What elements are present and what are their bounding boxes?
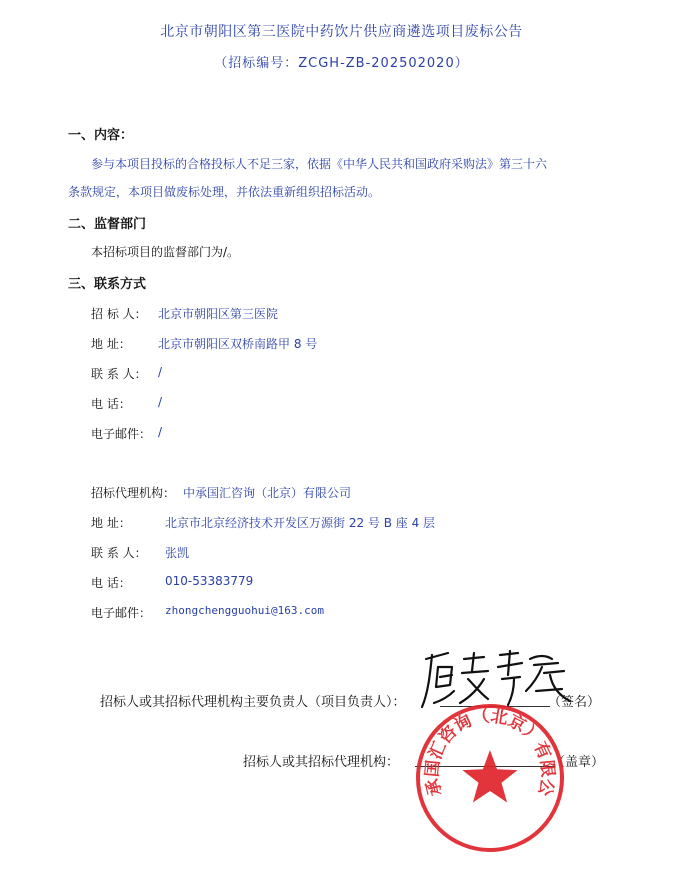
agent-label: 招标代理机构：	[91, 486, 176, 500]
signature-line2-label: 招标人或其招标代理机构：	[243, 755, 400, 770]
agent-address-label: 地 址：	[91, 516, 131, 530]
agent-address-value: 北京市北京经济技术开发区万源街 22 号 B 座 4 层	[165, 516, 436, 530]
section2-text: 本招标项目的监督部门为/。	[91, 245, 240, 259]
agent-phone-value: 010-53383779	[165, 574, 254, 588]
signature-line2-suffix: （盖章）	[552, 755, 605, 770]
section1-para-line2: 条款规定，本项目做废标处理，并依法重新组织招标活动。	[68, 185, 381, 199]
agent-email-label: 电子邮件：	[91, 606, 152, 620]
agent-contact-value: 张凯	[165, 546, 190, 560]
purchaser-address-label: 地 址：	[91, 337, 131, 351]
document-subtitle: （招标编号：ZCGH-ZB-202502020）	[214, 56, 469, 71]
agent-value: 中承国汇咨询（北京）有限公司	[183, 486, 352, 500]
star-icon	[462, 750, 517, 803]
purchaser-address-value: 北京市朝阳区双桥南路甲 8 号	[158, 337, 318, 351]
purchaser-label: 招 标 人：	[91, 307, 147, 321]
purchaser-email-value: /	[158, 425, 163, 439]
section3-heading: 三、联系方式	[68, 277, 147, 292]
seal-text: 中承国汇咨询（北京）有限公司	[405, 687, 558, 798]
purchaser-phone-value: /	[158, 395, 163, 409]
agent-email-value: zhongchengguohui@163.com	[165, 604, 324, 617]
company-seal	[405, 687, 566, 854]
section2-heading: 二、监督部门	[68, 217, 147, 232]
purchaser-email-label: 电子邮件：	[91, 427, 152, 441]
agent-phone-label: 电 话：	[91, 576, 131, 590]
purchaser-contact-label: 联 系 人：	[91, 367, 147, 381]
section1-heading: 一、内容：	[68, 128, 134, 143]
section1-para-line1: 参与本项目投标的合格投标人不足三家，依据《中华人民共和国政府采购法》第三十六	[91, 157, 548, 171]
purchaser-phone-label: 电 话：	[91, 397, 131, 411]
signature-line1-suffix: （签名）	[548, 695, 601, 710]
purchaser-value: 北京市朝阳区第三医院	[158, 307, 279, 321]
document-title: 北京市朝阳区第三医院中药饮片供应商遴选项目废标公告	[160, 24, 523, 40]
agent-contact-label: 联 系 人：	[91, 546, 147, 560]
purchaser-contact-value: /	[158, 365, 163, 379]
signature-line1-label: 招标人或其招标代理机构主要负责人（项目负责人）：	[100, 695, 406, 710]
